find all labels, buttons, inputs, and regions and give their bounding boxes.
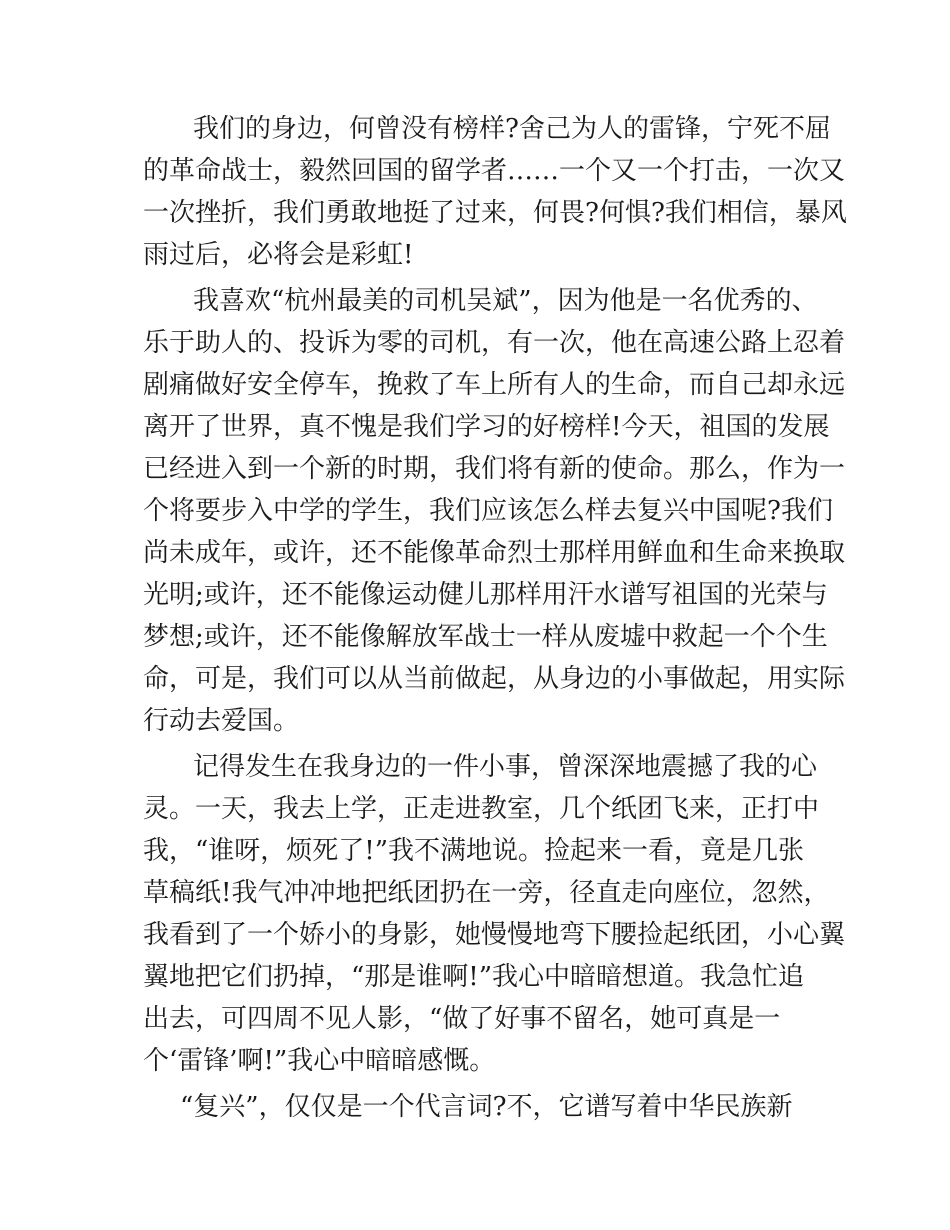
paragraph-3-line-7: 出去，可四周不见人影，“做了好事不留名，她可真是一 bbox=[143, 1004, 781, 1034]
paragraph-2-line-7: 尚未成年，或许，还不能像革命烈士那样用鲜血和生命来换取 bbox=[143, 538, 846, 568]
paragraph-2-line-2: 乐于助人的、投诉为零的司机，有一次，他在高速公路上忍着 bbox=[143, 328, 846, 358]
paragraph-1-line-3: 一次挫折，我们勇敢地挺了过来，何畏?何惧?我们相信，暴风 bbox=[143, 198, 847, 228]
paragraph-3-line-4: 草稿纸!我气冲冲地把纸团扔在一旁，径直走向座位，忽然， bbox=[143, 878, 830, 908]
paragraph-1-line-4: 雨过后，必将会是彩虹! bbox=[143, 240, 414, 270]
paragraph-3-line-3: 我，“谁呀，烦死了!”我不满地说。捡起来一看，竟是几张 bbox=[143, 836, 805, 866]
paragraph-2-line-4: 离开了世界，真不愧是我们学习的好榜样!今天，祖国的发展 bbox=[143, 412, 830, 442]
paragraph-2-line-3: 剧痛做好安全停车，挽救了车上所有人的生命，而自己却永远 bbox=[143, 370, 846, 400]
paragraph-2-line-10: 命，可是，我们可以从当前做起，从身边的小事做起，用实际 bbox=[143, 664, 846, 694]
paragraph-3-line-2: 灵。一天，我去上学，正走进教室，几个纸团飞来，正打中 bbox=[143, 794, 820, 824]
paragraph-1-line-2: 的革命战士，毅然回国的留学者……一个又一个打击，一次又 bbox=[143, 156, 846, 186]
paragraph-2-line-9: 梦想;或许，还不能像解放军战士一样从废墟中救起一个个生 bbox=[143, 622, 828, 652]
paragraph-2-line-8: 光明;或许，还不能像运动健儿那样用汗水谱写祖国的光荣与 bbox=[143, 580, 828, 610]
paragraph-3-line-1: 记得发生在我身边的一件小事，曾深深地震撼了我的心 bbox=[193, 752, 818, 782]
paragraph-2-line-11: 行动去爱国。 bbox=[143, 706, 300, 736]
paragraph-1-line-1: 我们的身边，何曾没有榜样?舍己为人的雷锋，宁死不屈 bbox=[193, 114, 831, 144]
paragraph-2-line-5: 已经进入到一个新的时期，我们将有新的使命。那么，作为一 bbox=[143, 454, 846, 484]
paragraph-3-line-5: 我看到了一个娇小的身影，她慢慢地弯下腰捡起纸团，小心翼 bbox=[143, 920, 846, 950]
paragraph-2-line-1: 我喜欢“杭州最美的司机吴斌”，因为他是一名优秀的、 bbox=[193, 286, 818, 316]
paragraph-2-line-6: 个将要步入中学的学生，我们应该怎么样去复兴中国呢?我们 bbox=[143, 496, 833, 526]
paragraph-4-line-1: “复兴”，仅仅是一个代言词?不，它谱写着中华民族新 bbox=[180, 1092, 793, 1122]
paragraph-3-line-6: 翼地把它们扔掉，“那是谁啊!”我心中暗暗想道。我急忙追 bbox=[143, 962, 805, 992]
paragraph-3-line-8: 个‘雷锋’啊!”我心中暗暗感慨。 bbox=[143, 1046, 496, 1076]
